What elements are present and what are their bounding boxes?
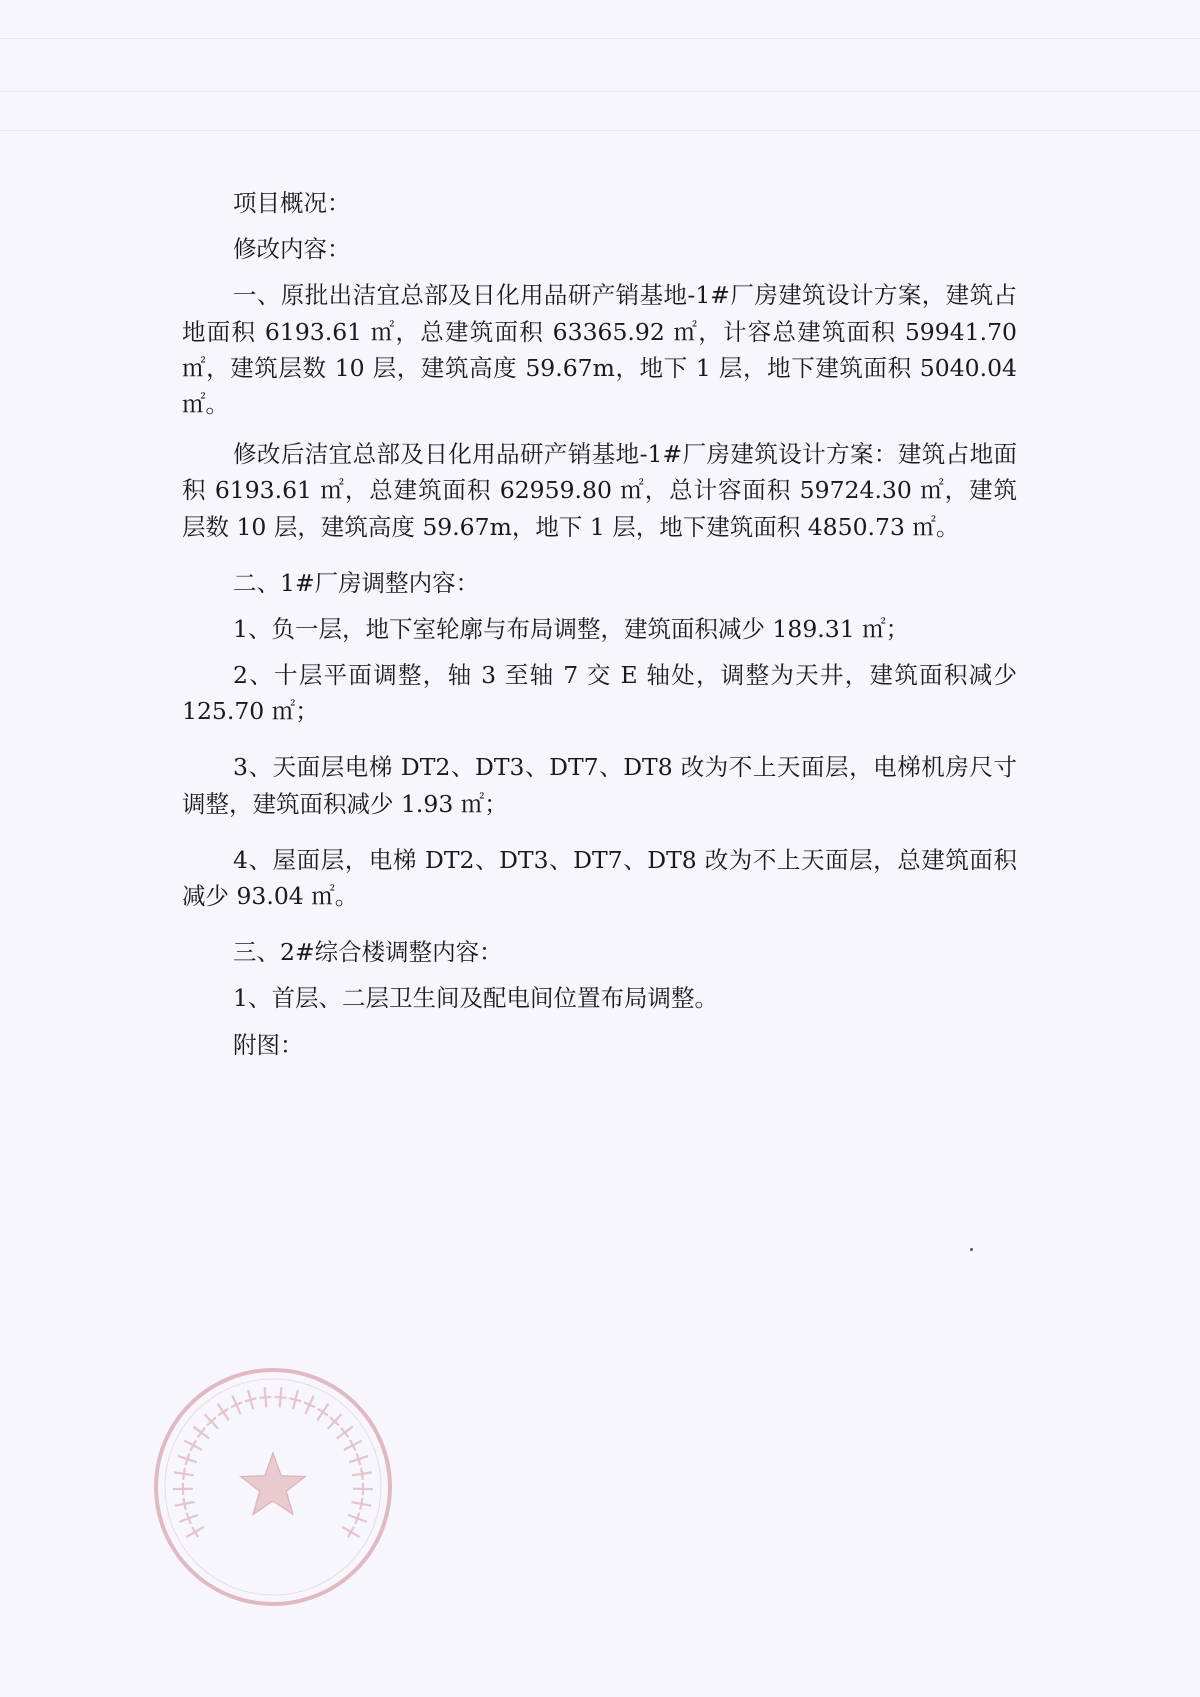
section2-item: 2、十层平面调整，轴 3 至轴 7 交 E 轴处，调整为天井，建筑面积减少 125.70 ㎡； [182, 661, 1017, 726]
seal-character-mark [349, 1454, 368, 1465]
seal-character-mark [218, 1404, 229, 1421]
section2-item: 3、天面层电梯 DT2、DT3、DT7、DT8 改为不上天面层，电梯机房尺寸调整，建筑面积减少 1.93 ㎡； [182, 753, 1017, 818]
seal-character-mark [245, 1390, 257, 1409]
seal-character-mark [275, 1387, 287, 1407]
scan-artifact-line [0, 130, 1200, 131]
seal-character-mark [304, 1396, 315, 1414]
section1-modified-paragraph: 修改后洁宜总部及日化用品研产销基地-1#厂房建筑设计方案：建筑占地面积 6193.61 ㎡，总建筑面积 62959.80 ㎡，总计容面积 59724.30 ㎡，建筑层数 10 层，建筑高度 59.67m，地下 1 层，地下建筑面积 4850.73 ㎡。 [182, 440, 1017, 541]
seal-character-mark [184, 1440, 202, 1451]
seal-character-mark [337, 1427, 353, 1439]
seal-character-mark [352, 1498, 372, 1510]
seal-character-mark [193, 1427, 209, 1439]
seal-character-mark [205, 1414, 219, 1429]
document-body [182, 185, 1017, 1063]
seal-character-mark [178, 1454, 197, 1465]
seal-character-mark [179, 1513, 198, 1524]
heading-project-overview: 项目概况： [233, 189, 351, 217]
section3-title: 三、2#综合楼调整内容： [233, 938, 503, 967]
star-seal-icon [241, 1453, 306, 1515]
seal-character-mark [344, 1440, 362, 1451]
seal-character-mark [348, 1513, 367, 1524]
official-seal-stamp [150, 1364, 396, 1610]
seal-character-mark [174, 1468, 194, 1480]
scan-artifact-line [0, 91, 1200, 92]
section3-item: 1、首层、二层卫生间及配电间位置布局调整。 [233, 984, 718, 1013]
seal-character-mark [328, 1414, 342, 1429]
scan-artifact-line [0, 38, 1200, 39]
attachment-label: 附图： [233, 1030, 304, 1059]
heading-modification-content: 修改内容： [233, 235, 351, 264]
section2-title: 二、1#厂房调整内容： [233, 568, 480, 597]
seal-character-mark [186, 1527, 203, 1537]
seal-character-mark [352, 1468, 372, 1480]
seal-character-mark [173, 1483, 193, 1495]
seal-character-mark [260, 1387, 272, 1407]
section1-original-paragraph: 一、原批出洁宜总部及日化用品研产销基地-1#厂房建筑设计方案，建筑占地面积 6193.61 ㎡，总建筑面积 63365.92 ㎡，计容总建筑面积 59941.70 ㎡，建筑层数 10 层，建筑高度 59.67m，地下 1 层，地下建筑面积 5040.04 ㎡。 [182, 281, 1017, 418]
seal-character-mark [317, 1404, 328, 1421]
seal-character-mark [175, 1498, 195, 1510]
seal-character-mark [290, 1390, 302, 1409]
section2-item: 4、屋面层，电梯 DT2、DT3、DT7、DT8 改为不上天面层，总建筑面积减少 93.04 ㎡。 [182, 845, 1017, 910]
scan-dot [970, 1248, 973, 1251]
seal-character-mark [231, 1396, 242, 1414]
seal-character-mark [342, 1527, 359, 1537]
section2-item: 1、负一层，地下室轮廓与布局调整，建筑面积减少 189.31 ㎡； [233, 614, 910, 643]
seal-character-mark [353, 1483, 373, 1495]
